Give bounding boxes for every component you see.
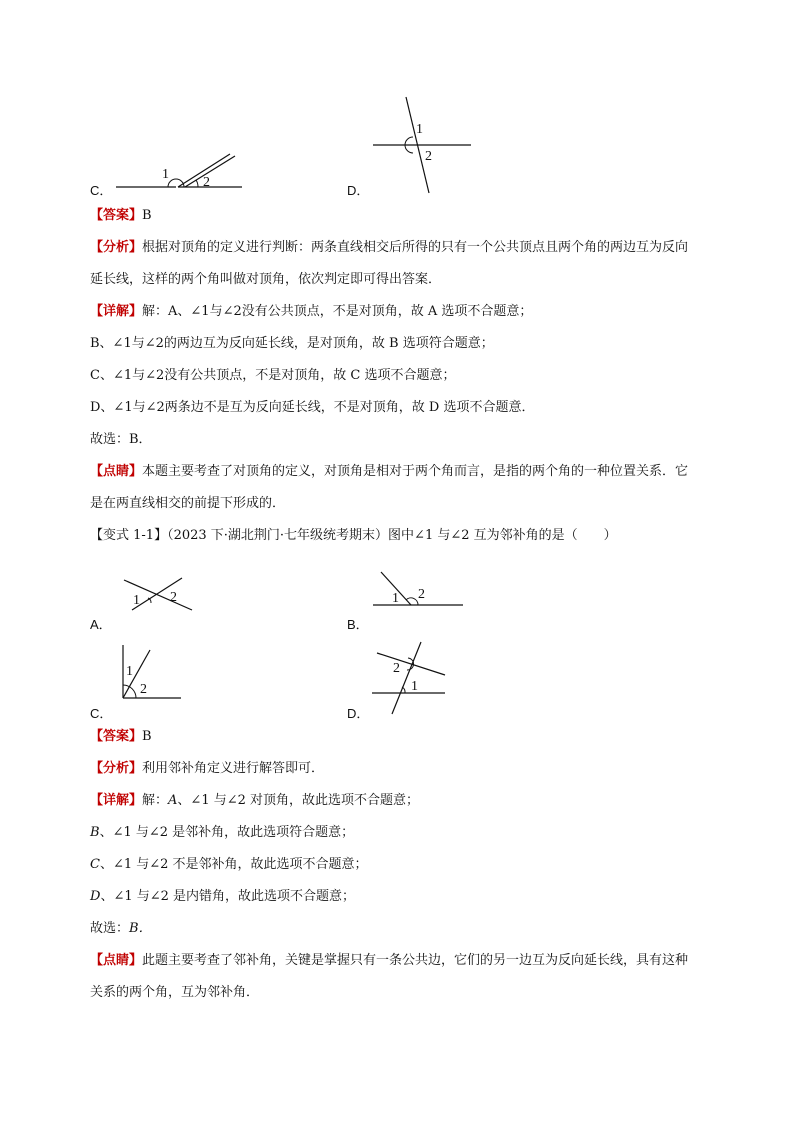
detail-letter-a: A (168, 793, 178, 808)
q1-comment-line-2: 是在两直线相交的前提下形成的． (90, 496, 286, 511)
choose-letter: B． (129, 921, 152, 936)
angle-label-1: 1 (416, 122, 423, 137)
angle-label-2: 2 (203, 175, 210, 190)
comment-tag: 【点睛】 (90, 464, 143, 479)
q1-answer (90, 205, 730, 227)
q1-choose: 故选：B． (90, 432, 152, 447)
detail-text: 解：A、∠1与∠2没有公共顶点，不是对顶角，故 A 选项不合题意； (142, 304, 533, 319)
q2-answer (90, 726, 730, 748)
angle-label-2: 2 (140, 682, 147, 697)
detail-prefix: 解： (142, 793, 169, 808)
detail-text: 、∠1 与∠2 是内错角，故此选项不合题意； (100, 889, 356, 904)
figure-q2-c (90, 645, 190, 720)
analysis-text: 根据对顶角的定义进行判断：两条直线相交后所得的只有一个公共顶点且两个角的两边互为反向 (142, 240, 689, 255)
angle-label-1: 1 (392, 591, 399, 606)
q2-choose (90, 918, 730, 940)
q1-comment-line-1 (90, 461, 730, 483)
variant-tag: 【变式 1-1】 (90, 528, 168, 543)
comment-text: 此题主要考查了邻补角，关键是掌握只有一条公共边，它们的另一边互为反向延长线，具有这种 (142, 953, 689, 968)
figure-q2-b (345, 568, 475, 632)
angle-label-2: 2 (418, 587, 425, 602)
detail-tag: 【详解】 (90, 304, 143, 319)
figure-q2-d-diagram (345, 640, 455, 720)
q1-detail-a (90, 301, 730, 323)
choose-prefix: 故选： (90, 921, 130, 936)
figure-q2-c-diagram (90, 645, 190, 720)
angle-label-1: 1 (133, 593, 140, 608)
angle-arc-1 (168, 179, 184, 187)
answer-value: B (142, 729, 152, 744)
angle-arc-2 (196, 180, 198, 187)
q1-analysis-line-2: 延长线，这样的两个角叫做对顶角，依次判定即可得出答案． (90, 272, 442, 287)
question-text: （2023 下·湖北荆门·七年级统考期末）图中∠1 与∠2 互为邻补角的是（ ） (167, 528, 617, 543)
answer-tag: 【答案】 (90, 208, 143, 223)
q2-question (90, 525, 730, 547)
detail-text: 、∠1 与∠2 不是邻补角，故此选项不合题意； (99, 857, 368, 872)
analysis-tag: 【分析】 (90, 240, 143, 255)
figure-top-d-diagram (345, 95, 485, 200)
figure-top-d (345, 95, 485, 200)
figure-top-c (90, 145, 260, 200)
answer-value: B (142, 208, 152, 223)
angle-label-1: 1 (126, 664, 133, 679)
detail-letter-d: D (90, 889, 101, 904)
q1-detail-c: C、∠1与∠2没有公共顶点，不是对顶角，故 C 选项不合题意； (90, 368, 456, 383)
option-label-d: D． (347, 706, 370, 721)
q2-comment-line-1 (90, 950, 730, 972)
q1-analysis-line-1 (90, 237, 730, 259)
figure-q2-d (345, 640, 455, 720)
q2-detail-c (90, 854, 730, 876)
answer-tag: 【答案】 (90, 729, 143, 744)
q1-detail-d: D、∠1与∠2两条边不是互为反向延长线，不是对顶角，故 D 选项不合题意． (90, 400, 535, 415)
detail-text: 、∠1 与∠2 对顶角，故此选项不合题意； (177, 793, 420, 808)
angle-label-2: 2 (393, 661, 400, 676)
detail-letter-b: B (90, 825, 100, 840)
q2-detail-b (90, 822, 730, 844)
q2-analysis (90, 758, 730, 780)
q1-detail-b: B、∠1与∠2的两边互为反向延长线，是对顶角，故 B 选项符合题意； (90, 336, 494, 351)
analysis-tag: 【分析】 (90, 761, 143, 776)
figure-top-c-diagram (90, 145, 260, 200)
option-label-c: C． (90, 706, 113, 721)
angle-label-2: 2 (425, 149, 432, 164)
angle-arc (123, 685, 136, 698)
comment-text: 本题主要考查了对顶角的定义，对顶角是相对于两个角而言，是指的两个角的一种位置关系．它 (142, 464, 689, 479)
ray (185, 156, 235, 187)
analysis-text: 利用邻补角定义进行解答即可． (142, 761, 325, 776)
q2-detail-d (90, 886, 730, 908)
figure-q2-a-diagram (90, 572, 210, 632)
figure-q2-b-diagram (345, 568, 475, 632)
line (377, 653, 445, 675)
detail-text: 、∠1 与∠2 是邻补角，故此选项符合题意； (99, 825, 355, 840)
detail-letter-c: C (90, 857, 100, 872)
angle-label-2: 2 (170, 590, 177, 605)
comment-tag: 【点睛】 (90, 953, 143, 968)
option-label-a: A． (90, 617, 112, 632)
q2-comment-line-2: 关系的两个角，互为邻补角． (90, 985, 260, 1000)
q2-detail-a (90, 790, 730, 812)
angle-label-1: 1 (162, 167, 169, 182)
figure-q2-a (90, 572, 210, 632)
angle-label-1: 1 (411, 679, 418, 694)
option-label-c: C． (90, 183, 113, 198)
detail-tag: 【详解】 (90, 793, 143, 808)
option-label-b: B． (347, 617, 369, 632)
option-label-d: D． (347, 183, 370, 198)
line (392, 642, 421, 714)
